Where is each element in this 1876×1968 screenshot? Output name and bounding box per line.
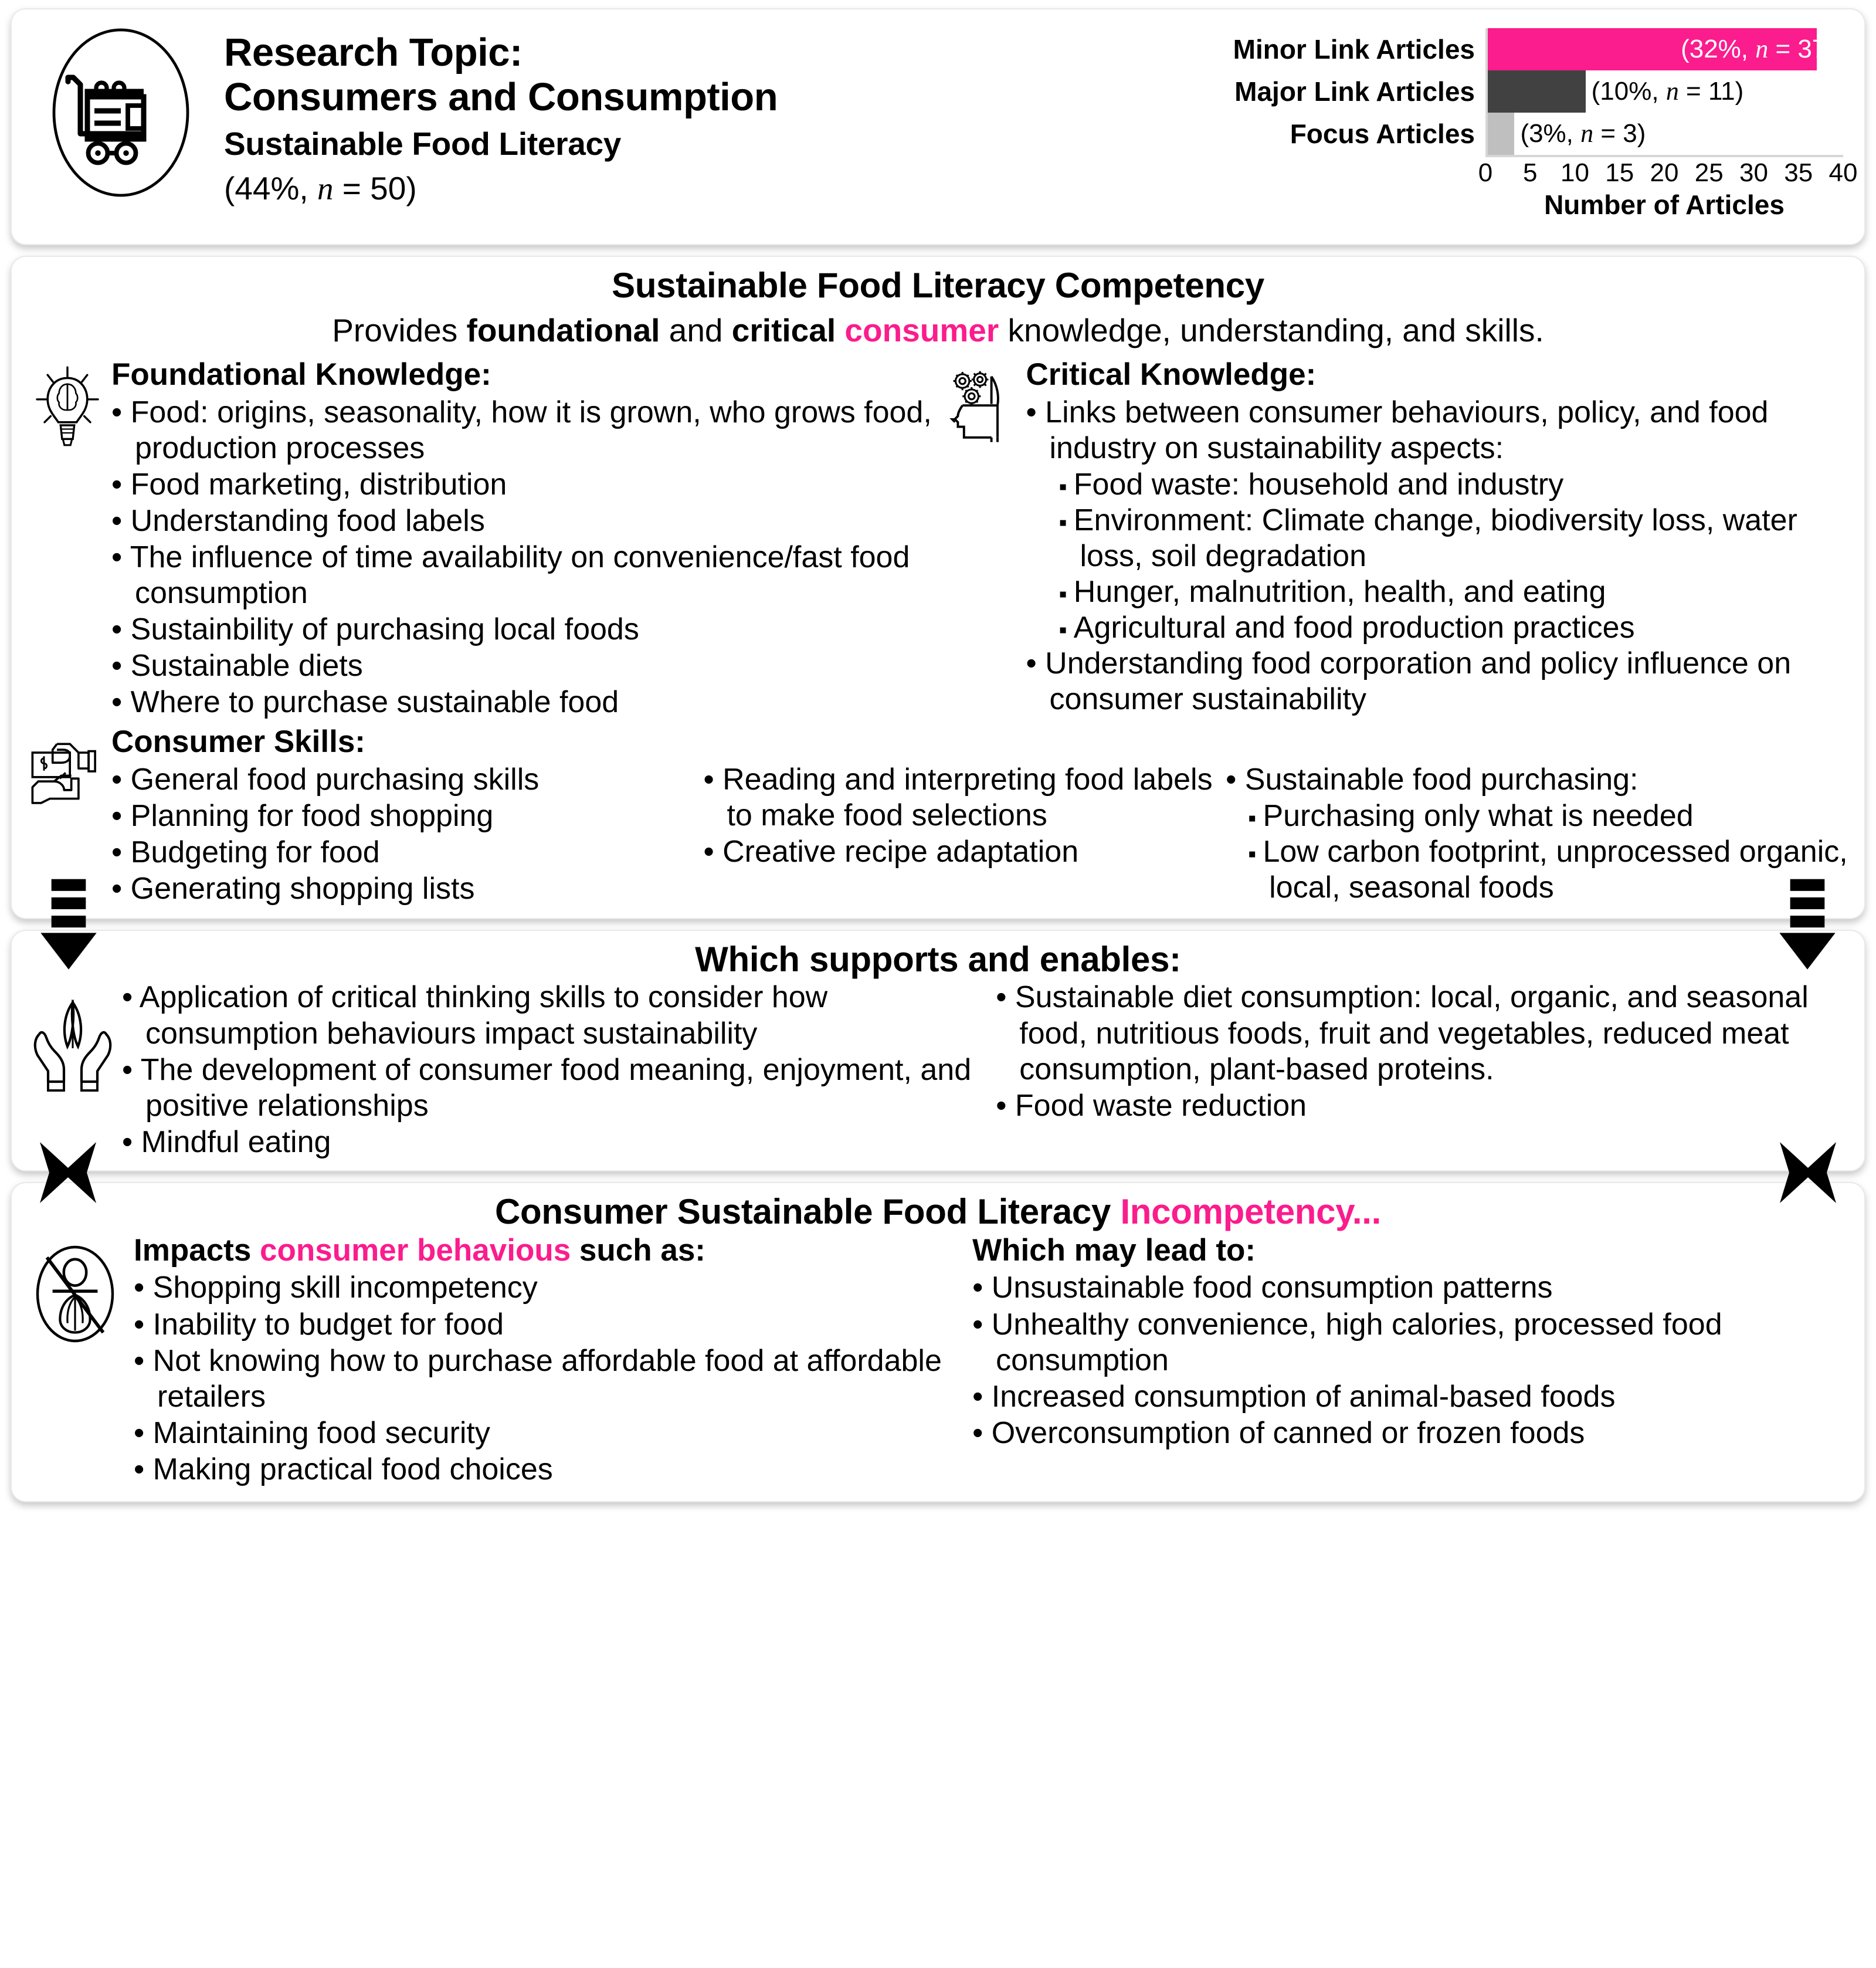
skills-columns bbox=[111, 723, 1853, 907]
topic-stats-n: n bbox=[317, 171, 334, 207]
incompetency-item-right-1: • Unhealthy convenience, high calories, processed food consumption bbox=[972, 1307, 1853, 1378]
research-topic-label: Research Topic: bbox=[224, 31, 523, 74]
bar-value-focus bbox=[1520, 121, 1646, 147]
sub-b1: foundational bbox=[466, 312, 660, 348]
critical-body bbox=[1026, 356, 1853, 718]
down-arrow-right-icon bbox=[1775, 877, 1840, 974]
incompetency-item-left-1: • Inability to budget for food bbox=[134, 1307, 972, 1343]
bar-value-minor bbox=[1681, 36, 1835, 62]
supports-list-right bbox=[996, 980, 1853, 1123]
critical-knowledge-block bbox=[938, 356, 1853, 721]
x-tick-5: 5 bbox=[1523, 158, 1538, 187]
header-panel bbox=[11, 8, 1865, 245]
x-tick-25: 25 bbox=[1694, 158, 1724, 187]
incompetency-item-right-2: • Increased consumption of animal-based foods bbox=[972, 1379, 1853, 1415]
hands-leaf-icon bbox=[23, 980, 122, 1160]
competency-panel bbox=[11, 256, 1865, 919]
incomp-title-tail: ... bbox=[1352, 1191, 1381, 1231]
supports-item-left-1: • The development of consumer food meaning, enjoyment, and positive relationships bbox=[122, 1052, 996, 1124]
incompetency-item-left-4: • Making practical food choices bbox=[134, 1452, 972, 1488]
v2c: = 3) bbox=[1593, 119, 1646, 148]
ilh-p2: such as: bbox=[571, 1232, 705, 1268]
supports-title: Which supports and enables: bbox=[695, 940, 1181, 980]
x-tick-15: 15 bbox=[1605, 158, 1634, 187]
incompetency-columns bbox=[127, 1232, 1853, 1488]
skills-list-3 bbox=[1226, 762, 1849, 798]
chart-plot-focus bbox=[1485, 113, 1843, 155]
foundational-knowledge-block bbox=[23, 356, 938, 721]
x-mark-right-icon bbox=[1773, 1137, 1843, 1208]
foundational-item-3: • The influence of time availability on convenience/fast food consumption bbox=[111, 540, 938, 611]
foundational-list bbox=[111, 395, 938, 721]
skills-list-1 bbox=[111, 762, 700, 907]
critical-item-1: • Links between consumer behaviours, policy, and food industry on sustainability aspects: bbox=[1026, 395, 1853, 466]
skills-list-3-sub bbox=[1226, 798, 1849, 906]
foundational-heading: Foundational Knowledge: bbox=[111, 357, 491, 392]
chart-label-focus: Focus Articles bbox=[1290, 118, 1475, 149]
down-arrow-left-icon bbox=[36, 877, 101, 974]
chart-label-major: Major Link Articles bbox=[1234, 76, 1475, 107]
x-tick-35: 35 bbox=[1784, 158, 1813, 187]
subtopic-label: Sustainable Food Literacy bbox=[224, 126, 622, 162]
critical-list-2 bbox=[1026, 646, 1853, 717]
incompetency-col-left bbox=[127, 1232, 972, 1488]
competency-subtitle bbox=[12, 306, 1864, 351]
bar-major bbox=[1488, 70, 1843, 113]
supports-item-right-1: • Food waste reduction bbox=[996, 1088, 1853, 1124]
skill-subitem-c3-0: ▪ Purchasing only what is needed bbox=[1248, 798, 1849, 834]
x-tick-30: 30 bbox=[1739, 158, 1768, 187]
skills-col3-item: • Sustainable food purchasing: bbox=[1226, 762, 1849, 798]
skill-item-c2-0: • Reading and interpreting food labels to make food selections bbox=[703, 762, 1222, 834]
incompetency-left-heading bbox=[134, 1232, 972, 1269]
supports-item-left-2: • Mindful eating bbox=[122, 1124, 996, 1160]
chart-row-minor bbox=[1157, 28, 1843, 70]
x-tick-0: 0 bbox=[1478, 158, 1493, 187]
critical-sublist bbox=[1026, 467, 1853, 646]
x-mark-left-icon bbox=[33, 1137, 103, 1208]
skill-item-c1-0: • General food purchasing skills bbox=[111, 762, 700, 798]
skills-col-2 bbox=[703, 723, 1226, 907]
incompetency-item-right-3: • Overconsumption of canned or frozen foods bbox=[972, 1415, 1853, 1451]
foundational-item-4: • Sustainbility of purchasing local foods bbox=[111, 612, 938, 648]
skills-col-3 bbox=[1226, 723, 1853, 907]
chart-plot-major bbox=[1485, 70, 1843, 113]
sub-p3: knowledge, understanding, and skills. bbox=[999, 312, 1544, 348]
sub-p2: and bbox=[660, 312, 732, 348]
supports-list-left bbox=[122, 980, 996, 1160]
incompetency-item-left-3: • Maintaining food security bbox=[134, 1415, 972, 1451]
bar-value-major bbox=[1592, 79, 1744, 104]
chart-row-focus bbox=[1157, 113, 1843, 155]
supports-panel bbox=[11, 930, 1865, 1171]
skills-col-1 bbox=[111, 723, 703, 907]
skill-item-c1-3: • Generating shopping lists bbox=[111, 871, 700, 907]
incomp-title-black: Consumer Sustainable Food Literacy bbox=[495, 1191, 1121, 1231]
skill-subitem-c3-1: ▪ Low carbon footprint, unprocessed organic, local, seasonal foods bbox=[1248, 834, 1849, 906]
skill-item-c1-2: • Budgeting for food bbox=[111, 835, 700, 870]
v2a: (3%, bbox=[1520, 119, 1581, 148]
header-left bbox=[27, 20, 778, 208]
incompetency-list-left bbox=[134, 1270, 972, 1488]
chart-rows bbox=[1157, 28, 1843, 155]
incompetency-panel bbox=[11, 1182, 1865, 1502]
head-gears-icon bbox=[938, 356, 1026, 448]
skill-item-c1-1: • Planning for food shopping bbox=[111, 798, 700, 834]
foundational-item-0: • Food: origins, seasonality, how it is grown, who grows food, production processes bbox=[111, 395, 938, 466]
no-food-icon bbox=[23, 1232, 127, 1488]
supports-col-left bbox=[122, 980, 996, 1160]
v0b: n bbox=[1755, 35, 1769, 63]
incomp-title-pink: Incompetency bbox=[1120, 1191, 1352, 1231]
chart-plot-minor bbox=[1485, 28, 1843, 70]
chart-label-minor: Minor Link Articles bbox=[1233, 34, 1475, 65]
ilh-pink: consumer behavious bbox=[260, 1232, 571, 1268]
skill-item-c2-1: • Creative recipe adaptation bbox=[703, 834, 1222, 870]
critical-subitem-3: ▪ Agricultural and food production practices bbox=[1059, 610, 1853, 646]
incompetency-item-left-2: • Not knowing how to purchase affordable food at affordable retailers bbox=[134, 1343, 972, 1415]
skills-heading: Consumer Skills: bbox=[111, 724, 365, 760]
v0a: (32%, bbox=[1681, 35, 1756, 63]
foundational-item-1: • Food marketing, distribution bbox=[111, 467, 938, 503]
v1b: n bbox=[1665, 77, 1679, 106]
bar-focus bbox=[1488, 113, 1843, 155]
shopping-cart-icon bbox=[33, 25, 209, 201]
incompetency-title bbox=[12, 1183, 1864, 1232]
topic-stats-post: = 50) bbox=[333, 170, 417, 207]
critical-heading: Critical Knowledge: bbox=[1026, 357, 1317, 392]
lightbulb-brain-icon bbox=[23, 356, 111, 448]
topic-stats bbox=[224, 169, 778, 208]
foundational-item-6: • Where to purchase sustainable food bbox=[111, 685, 938, 720]
chart-x-axis-title: Number of Articles bbox=[1544, 189, 1785, 220]
incompetency-item-left-0: • Shopping skill incompetency bbox=[134, 1270, 972, 1306]
supports-item-right-0: • Sustainable diet consumption: local, organic, and seasonal food, nutritious foods, fruit and vegetables, reduced meat consumption, plant-based proteins. bbox=[996, 980, 1853, 1087]
v1c: = 11) bbox=[1678, 77, 1744, 106]
critical-item-2: • Understanding food corporation and policy influence on consumer sustainability bbox=[1026, 646, 1853, 717]
x-tick-10: 10 bbox=[1560, 158, 1589, 187]
critical-subitem-2: ▪ Hunger, malnutrition, health, and eating bbox=[1059, 574, 1853, 610]
sub-p1: Provides bbox=[332, 312, 467, 348]
x-tick-40: 40 bbox=[1828, 158, 1858, 187]
foundational-item-5: • Sustainable diets bbox=[111, 648, 938, 684]
research-topic-value: Consumers and Consumption bbox=[224, 74, 778, 119]
supports-col-right bbox=[996, 980, 1853, 1160]
skills-list-2 bbox=[703, 762, 1222, 870]
chart-x-axis-ticks bbox=[1478, 157, 1858, 188]
supports-columns bbox=[122, 980, 1853, 1160]
critical-subitem-1: ▪ Environment: Climate change, biodiversity loss, water loss, soil degradation bbox=[1059, 503, 1853, 574]
incompetency-item-right-0: • Unsustainable food consumption patterns bbox=[972, 1270, 1853, 1306]
sub-pink: consumer bbox=[844, 312, 999, 348]
foundational-body bbox=[111, 356, 938, 721]
ilh-p1: Impacts bbox=[134, 1232, 260, 1268]
critical-subitem-0: ▪ Food waste: household and industry bbox=[1059, 467, 1853, 503]
articles-bar-chart bbox=[1157, 20, 1858, 221]
critical-list bbox=[1026, 395, 1853, 466]
foundational-item-2: • Understanding food labels bbox=[111, 503, 938, 539]
supports-item-left-0: • Application of critical thinking skills to consider how consumption behaviours impact sustainability bbox=[122, 980, 996, 1051]
incompetency-right-heading: Which may lead to: bbox=[972, 1232, 1256, 1268]
incompetency-col-right bbox=[972, 1232, 1853, 1488]
v0c: = 37) bbox=[1768, 35, 1835, 63]
v1a: (10%, bbox=[1591, 77, 1666, 106]
incompetency-list-right bbox=[972, 1270, 1853, 1451]
x-tick-20: 20 bbox=[1650, 158, 1679, 187]
v2b: n bbox=[1580, 119, 1594, 148]
sub-b2: critical bbox=[731, 312, 845, 348]
chart-row-major bbox=[1157, 70, 1843, 113]
consumer-skills-block bbox=[12, 721, 1864, 918]
topic-stats-pre: (44%, bbox=[224, 170, 317, 207]
competency-title: Sustainable Food Literacy Competency bbox=[612, 266, 1264, 305]
